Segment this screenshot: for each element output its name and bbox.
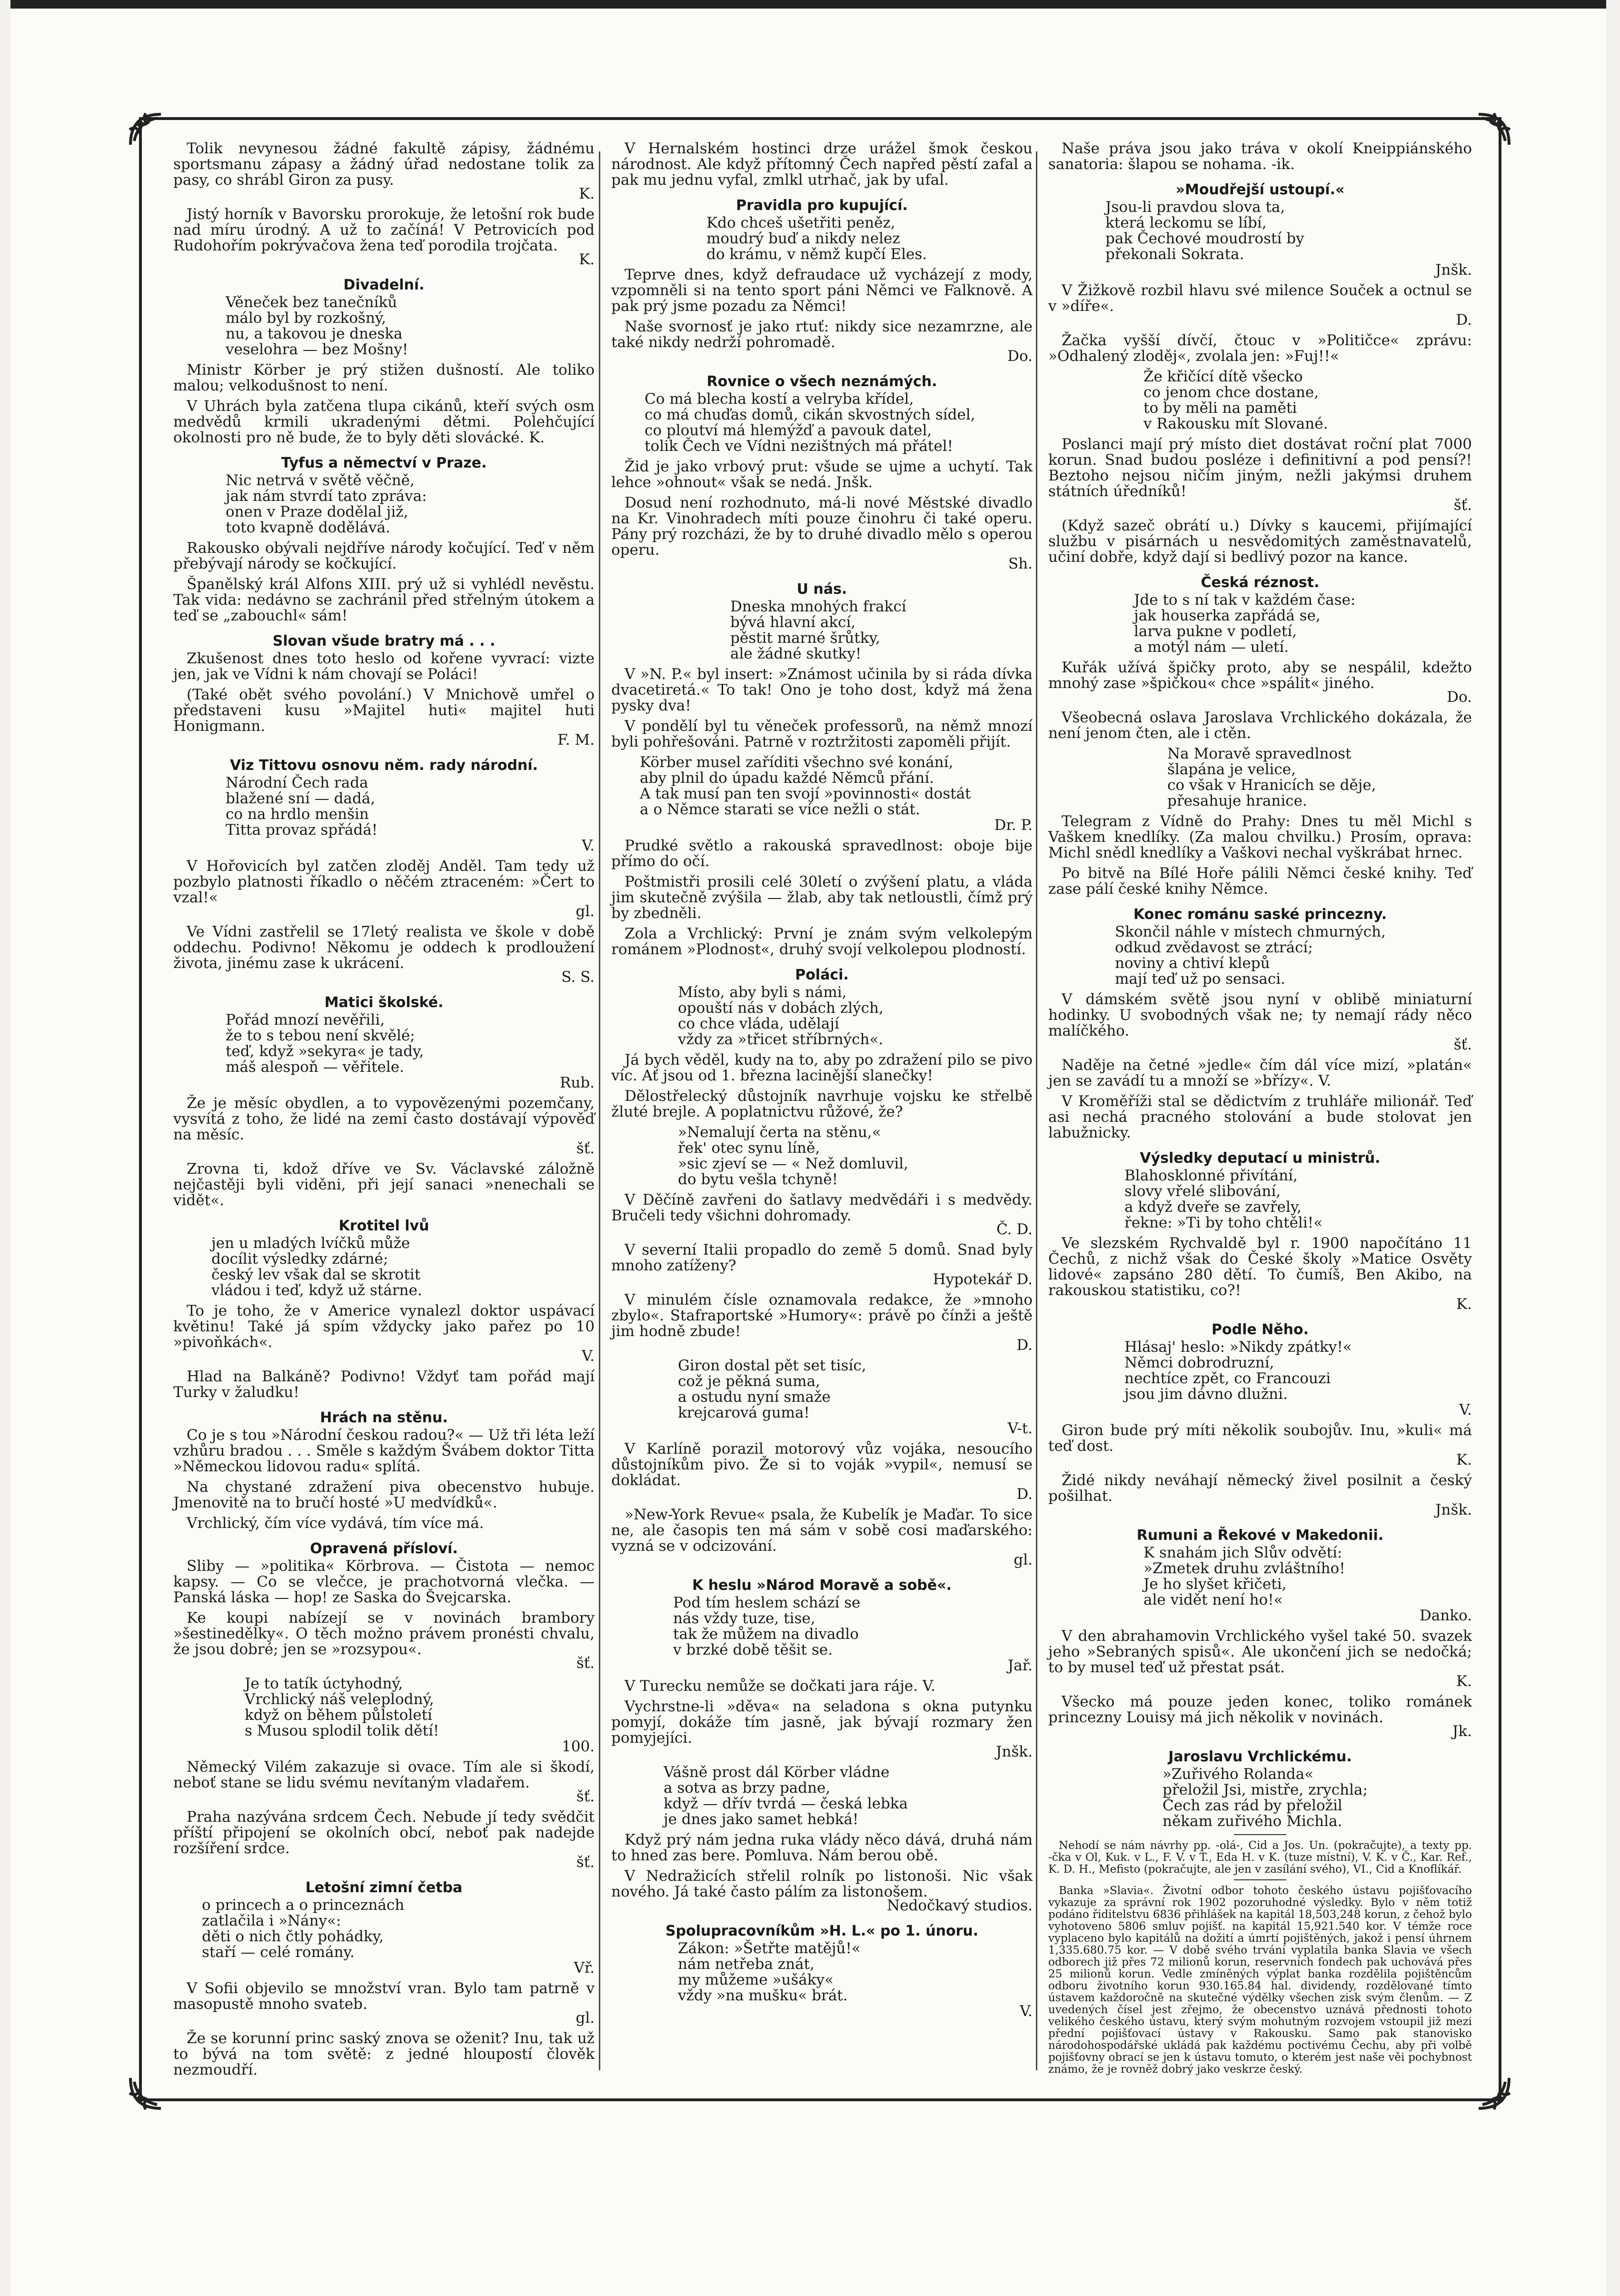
column-rule	[599, 151, 600, 2070]
column-3	[1048, 141, 1472, 2079]
paragraph: Na chystané zdražení piva obecenstvo hubuje. Jmenovitě na to bručí hosté »U medvídků«.	[173, 1478, 595, 1511]
corner-ornament-icon	[1474, 2073, 1514, 2113]
column-1	[173, 141, 595, 2083]
paragraph: V Hernalském hostinci drze urážel šmok českou národnost. Ale když přítomný Čech napřed pěstí zafal a pak mu jednu vyfal, zmlkl utrhač, jak by ufal.	[611, 140, 1033, 189]
paragraph: Dosud není rozhodnuto, má-li nové Městské divadlo na Kr. Vinohradech míti pouze činohru či také operu. Pány prý rozcházi, že by to druhé divadlo mělo s operou operu. Sh.	[611, 494, 1033, 572]
headline: Výsledky deputací u ministrů.	[1140, 1150, 1381, 1167]
verse: Na Moravě spravedlnost šlapána je velice, co však v Hranicích se děje, přesahuje hranice.	[1167, 745, 1376, 809]
paragraph: Tolik nevynesou žádné fakultě zápisy, žádnému sportsmanu zápasy a žádný úřad nedostane tolik za pasy, co shrábl Giron za pusy. K.	[173, 140, 595, 202]
verse: Skončil náhle v místech chmurných, odkud zvědavost se ztrácí; noviny a chtiví klepů mají teď už po sensaci.	[1115, 923, 1386, 988]
headline: Krotitel lvů	[338, 1218, 429, 1234]
paragraph: (Když sazeč obrátí u.) Dívky s kaucemi, přijímající službu v pisárnách u nesvědomitých zaměstnavatelů, učiní dobře, když dají si bedlivý pozor na kance.	[1048, 517, 1472, 566]
paragraph: V minulém čísle oznamovala redakce, že »mnoho zbylo«. Stafraportské »Humory«: právě po čínži a ještě jim hodně zbude! D.	[611, 1291, 1033, 1354]
paragraph: Rakousko obývali nejdříve národy kočující. Teď v něm přebývají národy se kočkující.	[173, 539, 595, 572]
verse: Že křičící dítě všecko co jenom chce dostane, to by měli na paměti v Rakousku mít Slované.	[1143, 368, 1328, 432]
divider	[1234, 1834, 1286, 1835]
paragraph: Španělský král Alfons XIII. prý už si vyhlédl nevěstu. Tak vida: nedávno se zachránil před střelným útokem a teď se „zabouchl« sám!	[173, 576, 595, 624]
paragraph: Když prý nám jedna ruka vlády něco dává, druhá nám to hned zas bere. Pomluva. Nám berou obě.	[611, 1831, 1033, 1864]
verse: Giron dostal pět set tisíc, což je pěkná suma, a ostudu nyní smaže krejcarová guma! V-t.	[678, 1357, 1033, 1437]
paragraph: Židé nikdy neváhají německý živel posilnit a český pošilhat. Jnšk.	[1048, 1472, 1472, 1518]
headline: Rovnice o všech neznámých.	[706, 373, 937, 390]
paragraph: Vychrstne-li »děva« na seladona s okna putynku pomyjí, dokáže tím jasně, jak bývají rozmary žen pomyjejíci. Jnšk.	[611, 1698, 1033, 1760]
headline: Letošní zimní četba	[305, 1879, 463, 1896]
column-rule	[1036, 151, 1037, 2070]
paragraph: Hlad na Balkáně? Podivno! Vždyť tam pořád mají Turky v žaludku!	[173, 1368, 595, 1401]
editorial-note: Nehodí se nám návrhy pp. -olá-, Cid a Jos. Un. (pokračujte), a texty pp. -čka v Ol, Kuk. v L., F. V. v T., Eda H. v K. (tuze místní), V. K. v Č., Kar. Ref., K. D. H., Mefisto (pokračujte, ale jen v zasílání svého), VI., Cid a Knoflíkář.	[1048, 1839, 1472, 1876]
paragraph: Naše práva jsou jako tráva v okolí Kneippiánského sanatoria: šlapou se nohama. -ik.	[1048, 140, 1472, 173]
corner-ornament-icon	[126, 2073, 166, 2113]
advertisement-notice: Banka »Slavia«. Životní odbor tohoto českého ústavu pojišťovacího vykazuje za správní rok 1902 pozoruhodné výsledky. Bylo v něm totiž podáno řiditelstvu 6836 přihlášek na kapitál 18,503,248 korun, z čehož bylo vyhotoveno 5806 smluv pojišť. na kapitál 15,921.540 kor. V témže roce vyplaceno bylo kapitálů na dožití a úmrtí pojištěných, jakož i pensí úhrnem 1,335.680.75 kor. — V době svého trvání vyplatila banka Slavia ve všech odborech již přes 72 milionů korun, reservních fondech pak uchovává přes 25 milionů korun. Vedle zmíněných výplat banka rozdělila pojištěncům odboru životního korun 930.165.84 hal. dividendy, rozdělované tímto ústavem každoročně na skutečné výdělky všechen zisk svým členům. — Z uvedených čísel jest zřejmo, že obecenstvo uznává přednosti tohoto velikého českého ústavu, který svým mohutným rozvojem vstoupil již mezi přední pojišťovací ústavy v Rakousku. Samo pak stanovisko národohospodářské ukládá pak každému poctivému Čechu, aby při volbě pojišťovny obrací se jen k ústavu tomuto, o kterém jest naše věi pochybnost známo, že je rovněž dobrý jako veskrze český.	[1048, 1885, 1472, 2076]
paragraph: Ve Vídni zastřelil se 17letý realista ve škole v době oddechu. Podivno! Někomu je oddech k prodloužení života, jinému zase k ukrácení. S. S.	[173, 923, 595, 986]
paragraph: Jistý horník v Bavorsku prorokuje, že letošní rok bude nad míru úrodný. A už to začíná! V Petrovicích pod Rudohořím pokrývačova žena teď porodila trojčata. K.	[173, 206, 595, 268]
paragraph: V Uhrách byla zatčena tlupa cikánů, kteří svých osm medvědů krmili ukradenými dětmi. Polehčující okolnosti pro ně bude, že to byly děti slovácké. K.	[173, 398, 595, 446]
paragraph: Poštmistři prosili celé 30letí o zvýšení platu, a vláda jim skutečně zvýšila — žlab, aby tak netloustli, čímž prý by zbedněli.	[611, 873, 1033, 922]
paragraph: Poslanci mají prý místo diet dostávat roční plat 7000 korun. Snad budou posléze i definitivní a pod pensí?! Beztoho nejsou ničím jiným, nežli jakýmsi druhem státních úředníků! šť.	[1048, 436, 1472, 514]
paragraph: V Žižkově rozbil hlavu své milence Souček a octnul se v »díře«. D.	[1048, 282, 1472, 329]
verse: Kdo chceš ušetřiti peněz, moudrý buď a nikdy nelez do krámu, v němž kupčí Eles.	[706, 214, 927, 263]
paragraph: Zola a Vrchlický: První je znám svým velkolepým románem »Plodnost«, druhý svojí velkolepou plodností.	[611, 925, 1033, 958]
newspaper-page	[10, 0, 1606, 2296]
verse: jen u mladých lvíčků může docílit výsledky zdárné; český lev však dal se skrotit vládou i teď, když už stárne.	[211, 1235, 422, 1299]
paragraph: Naděje na četné »jedle« čím dál více mizí, »platán« jen se zavádí tu a množí se »břízy«. V.	[1048, 1057, 1472, 1089]
paragraph: V Kroměříži stal se dědictvím z truhláře milionář. Teď asi nechá pracného stolování a bude stolovat jen labužnicky.	[1048, 1093, 1472, 1141]
verse: o princech a o princeznách zatlačila i »Nány«: děti o nich čtly pohádky, staří — celé romány. Vř.	[202, 1897, 595, 1977]
verse: Nic netrvá v světě věčně, jak nám stvrdí tato zpráva: onen v Praze dodělal již, toto kvapně dodělává.	[226, 472, 427, 536]
headline: Jaroslavu Vrchlickému.	[1168, 1748, 1352, 1765]
column-2	[611, 141, 1033, 2024]
paragraph: V den abrahamovin Vrchlického vyšel také 50. svazek jeho »Sebraných spisů«. Ale ukončení jich se nedočká; to by musel teď už přestat psát. K.	[1048, 1627, 1472, 1690]
paragraph: V Turecku nemůže se dočkati jara ráje. V.	[625, 1677, 935, 1695]
paragraph: Prudké světlo a rakouská spravedlnost: oboje bije přímo do očí.	[611, 837, 1033, 870]
paragraph: Všecko má pouze jeden konec, toliko románek princezny Louisy má jich několik v novinách. Jk.	[1048, 1693, 1472, 1740]
verse: Místo, aby byli s námi, opouští nás v dobách zlých, co chce vláda, udělají vždy za »třicet stříbrných«.	[678, 984, 884, 1048]
paragraph: Praha nazývána srdcem Čech. Nebude jí tedy svědčit příští připojení se okolních obcí, neboť pak nadejde rozšíření srdce. šť.	[173, 1808, 595, 1871]
headline: Divadelní.	[343, 277, 425, 293]
headline: Pravidla pro kupující.	[736, 197, 908, 214]
verse: Pod tím heslem schází se nás vždy tuze, tise, tak že můžem na divadlo v brzké době těšit se. Jař.	[673, 1594, 1033, 1674]
paragraph: Po bitvě na Bílé Hoře pálili Němci české knihy. Teď zase pálí české knihy Němce.	[1048, 865, 1472, 898]
headline: Hrách na stěnu.	[320, 1409, 448, 1426]
headline: Podle Něho.	[1212, 1321, 1309, 1338]
verse: Hlásaj' heslo: »Nikdy zpátky!« Němci dobrodruzní, nechtíce zpět, co Francouzi jsou jim dávno dlužni. V.	[1124, 1338, 1472, 1418]
headline: U nás.	[796, 581, 847, 598]
paragraph: V pondělí byl tu věneček professorů, na němž mnozí byli pohřešováni. Patrně v roztržitosti zapoměli přijít.	[611, 718, 1033, 750]
paragraph: Kuřák užívá špičky proto, aby se nespálil, kdežto mnohý zase »špičkou« chce »spálit« jiného. Do.	[1048, 659, 1472, 706]
paragraph: Já bych věděl, kudy na to, aby po zdražení pilo se pivo víc. Ať jsou od 1. března lacinější slanečky!	[611, 1051, 1033, 1084]
paragraph: Teprve dnes, když defraudace už vycházejí z mody, vzpomněli si na tento sport páni Němci ve Falknově. A pak prý jsme pozadu za Němci!	[611, 266, 1033, 315]
verse: »Nemalují čerta na stěnu,« řek' otec synu líně, »sic zjeví se — « Než domluvil, do bytu vešla tchyně!	[678, 1124, 908, 1188]
paragraph: V severní Italii propadlo do země 5 domů. Snad byly mnoho zatíženy? Hypotekář D.	[611, 1241, 1033, 1288]
paragraph: V Nedražicích střelil rolník po listonoši. Nic však nového. Já také často pálím za listonošem. Nedočkavý studios.	[611, 1867, 1033, 1914]
divider	[1234, 1879, 1286, 1880]
paragraph: Zrovna ti, kdož dříve ve Sv. Václavské záložně nejčastěji byli viděni, při její sanaci »nenechali se vidět«.	[173, 1160, 595, 1209]
headline: Spolupracovníkům »H. L.« po 1. únoru.	[665, 1923, 979, 1939]
headline: Viz Tittovu osnovu něm. rady národní.	[230, 757, 538, 774]
paragraph: Sliby — »politika« Körbrova. — Čistota — nemoc kapsy. — Co se vlečce, je prachotvorná vlečka. — Panská láska — hop! ze Saska do Švejcarska.	[173, 1557, 595, 1606]
paragraph: V »N. P.« byl insert: »Známost učinila by si ráda dívka dvacetiretá.« To tak! Ono je toho dost, když má žena pysky dva!	[611, 666, 1033, 714]
headline: Poláci.	[795, 967, 849, 983]
headline: Rumuni a Řekové v Makedonii.	[1136, 1527, 1384, 1544]
verse: Jde to s ní tak v každém čase: jak houserka zapřádá se, larva pukne v podletí, a motýl nám — uletí.	[1134, 591, 1356, 656]
verse: Vášně prost dál Körber vládne a sotva as brzy padne, když — dřív tvrdá — česká lebka je dnes jako samet hebká!	[664, 1764, 908, 1828]
headline: Slovan všude bratry má . . .	[272, 633, 496, 649]
paragraph: V Děčíně zavřeni do šatlavy medvědáři i s medvědy. Bručeli tedy všichni dohromady. Č. D.	[611, 1191, 1033, 1238]
paragraph: Všeobecná oslava Jaroslava Vrchlického dokázala, že není jenom čten, ale i ctěn.	[1048, 709, 1472, 742]
verse: Pořád mnozí nevěřili, že to s tebou není skvělé; teď, když »sekyra« je tady, máš alespoň — věřitele. Rub.	[226, 1011, 595, 1091]
paragraph: Německý Vilém zakazuje si ovace. Tím ale si škodí, neboť stane se lidu svému nevítaným vladařem. šť.	[173, 1758, 595, 1805]
verse: Co má blecha kostí a velryba křídel, co má chuďas domů, cikán skvostných sídel, co ploutví má hlemýžď a pavouk datel, tolik Čech ve Vídni nezištných má přátel!	[645, 390, 975, 455]
paragraph: Ministr Körber je prý stižen dušností. Ale toliko malou; velkodušnost to není.	[173, 361, 595, 394]
paragraph: Vrchlický, čím více vydává, tím více má.	[187, 1515, 484, 1532]
paragraph: Žačka vyšší dívčí, čtouc v »Političce« zprávu: »Odhalený zloděj«, zvolala jen: »Fuj!!«	[1048, 332, 1472, 365]
verse: Jsou-li pravdou slova ta, která leckomu se líbí, pak Čechové moudrostí by překonali Sokrata. Jnšk.	[1105, 199, 1472, 279]
headline: Opravená přísloví.	[310, 1540, 458, 1557]
paragraph: (Také obět svého povolání.) V Mnichově umřel o představeni kusu »Majitel huti« majitel huti Honigmann. F. M.	[173, 686, 595, 749]
verse: Blahosklonné přivítání, slovy vřelé slibování, a když dveře se zavřely, řekne: »Ti by toho chtěli!«	[1124, 1167, 1323, 1231]
verse: Věneček bez tanečníků málo byl by rozkošný, nu, a takovou je dneska veselohra — bez Mošny!	[226, 294, 408, 358]
headline: K heslu »Národ Moravě a sobě«.	[692, 1577, 952, 1594]
paragraph: Giron bude prý míti několik soubojův. Inu, »kuli« má teď dost. K.	[1048, 1422, 1472, 1468]
verse: K snahám jich Slův odvětí: »Zmetek druhu zvláštního! Je ho slyšet křičeti, ale vidět není ho!« Danko.	[1143, 1544, 1472, 1624]
verse: Je to tatík úctyhodný, Vrchlický náš veleplodný, když on během půlstoletí s Musou splodil tolik dětí! 100.	[245, 1675, 595, 1755]
paragraph: To je toho, že v Americe vynalezl doktor uspávací květinu! Také já spím vždycky jako pařez po 10 »pivoňkách«. V.	[173, 1302, 595, 1365]
paragraph: Naše svornosť je jako rtuť: nikdy sice nezamrzne, ale také nikdy nedrží pohromadě. Do.	[611, 318, 1033, 365]
paragraph: Že se korunní princ saský znova se oženit? Inu, tak už to bývá na tom světě: z jedné hloupostí člověk nezmoudří.	[173, 2030, 595, 2078]
corner-ornament-icon	[1474, 110, 1514, 150]
headline: Česká réznost.	[1201, 574, 1320, 591]
paragraph: V Sofii objevilo se množství vran. Bylo tam patrně v masopustě mnoho svateb. gl.	[173, 1980, 595, 2026]
paragraph: Telegram z Vídně do Prahy: Dnes tu měl Michl s Vaškem knedlíky. (Za malou chvilku.) Prosím, oprava: Michl snědl knedlíky a Vaškovi nechal vyškrábat hrnec.	[1048, 813, 1472, 861]
verse: Národní Čech rada blažené sní — dadá, co na hrdlo menšin Titta provaz spřádá! V.	[226, 774, 595, 854]
headline: Matici školské.	[324, 994, 444, 1011]
headline: Konec románu saské princezny.	[1133, 906, 1387, 923]
paragraph: Co je s tou »Národní českou radou?« — Už tři léta leží vzhůru bradou . . . Směle s každým Švábem doktor Titta »Německou lidovou radu« splítá.	[173, 1427, 595, 1475]
verse: Zákon: »Šetřte matějů!« nám netřeba znát, my můžeme »ušáky« vždy »na mušku« brát. V.	[678, 1940, 1033, 2020]
verse: »Zuřivého Rolanda« přeložil Jsi, mistře, zrychla; Čech zas rád by přeložil někam zuřivého Michla.	[1163, 1766, 1368, 1830]
corner-ornament-icon	[126, 110, 166, 150]
paragraph: V Karlíně porazil motorový vůz vojáka, nesoucího důstojníkům pivo. Že si to voják »vypil«, nemusí se dokládat. D.	[611, 1440, 1033, 1503]
headline: Tyfus a němectví v Praze.	[281, 455, 487, 471]
paragraph: Ve slezském Rychvaldě byl r. 1900 napočítáno 11 Čechů, z nichž však do České školy »Matice Osvěty lidové« zapsáno 280 dětí. To čumíš, Ben Akibo, na rakouskou statistiku, co?! K.	[1048, 1235, 1472, 1313]
paragraph: Žid je jako vrbový prut: všude se ujme a uchytí. Tak lehce »ohnout« však se nedá. Jnšk.	[611, 458, 1033, 491]
paragraph: »New-York Revue« psala, že Kubelík je Maďar. To sice ne, ale časopis ten má sám v sobě cosi maďarského: vyzná se v odcizování. gl.	[611, 1506, 1033, 1568]
verse: Körber musel zaříditi všechno své konání, aby plnil do úpadu každé Němců přání. A tak musí pan ten svojí »povinnosti« dostát a o Němce starati se více nežli o stát. Dr. P.	[640, 754, 1033, 834]
paragraph: V dámském světě jsou nyní v oblibě miniaturní hodinky. U svobodných však ne; ty nemají rády něco malíčkého. šť.	[1048, 991, 1472, 1053]
verse: Dneska mnohých frakcí bývá hlavní akcí, pěstit marné šrůtky, ale žádné skutky!	[730, 598, 906, 662]
paragraph: Ke koupi nabízejí se v novinách brambory »šestinedělky«. O těch možno právem pronésti chvalu, že jsou dobré; jen se »rozsypou«. šť.	[173, 1609, 595, 1672]
paragraph: Že je měsíc obydlen, a to vypovězenými pozemčany, vysvítá z toho, že lidé na zemi často dostávají výpověď na měsíc. šť.	[173, 1095, 595, 1157]
paragraph: Zkušenost dnes toto heslo od kořene vyvrací: vizte jen, jak ve Vídni k nám chovají se Poláci!	[173, 650, 595, 683]
headline: »Moudřejší ustoupí.«	[1175, 181, 1345, 198]
paragraph: V Hořovicích byl zatčen zloděj Anděl. Tam tedy už pozbylo platnosti říkadlo o něčém ztraceném: »Čert to vzal!« gl.	[173, 858, 595, 920]
paragraph: Dělostřelecký důstojník navrhuje vojsku ke střelbě žluté brejle. A poplatnictvu růžové, že?	[611, 1088, 1033, 1120]
